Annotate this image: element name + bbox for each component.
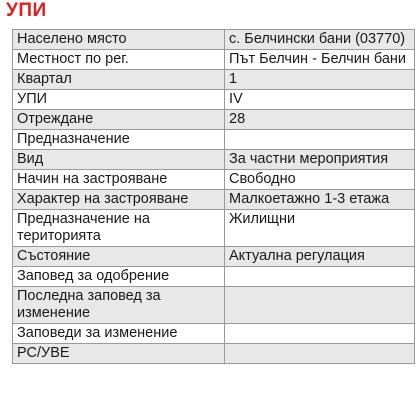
row-value xyxy=(225,267,415,287)
row-value: Малкоетажно 1-3 етажа xyxy=(225,190,415,210)
table-row-last-amendment-order xyxy=(13,287,415,324)
row-value xyxy=(225,287,415,324)
table-row-approval-order xyxy=(13,267,415,287)
row-label: Заповед за одобрение xyxy=(13,267,225,287)
row-value: За частни мероприятия xyxy=(225,150,415,170)
row-label: Състояние xyxy=(13,247,225,267)
row-label: Начин на застрояване xyxy=(13,170,225,190)
row-label: Последна заповед за изменение xyxy=(13,287,225,324)
row-label: УПИ xyxy=(13,90,225,110)
row-value: 28 xyxy=(225,110,415,130)
row-value: Свободно xyxy=(225,170,415,190)
row-value xyxy=(225,130,415,150)
table-row-locality xyxy=(13,50,415,70)
table-row-quarter xyxy=(13,70,415,90)
table-row-designation xyxy=(13,110,415,130)
table-row-status xyxy=(13,247,415,267)
section-title: УПИ xyxy=(6,0,47,21)
table-row-type xyxy=(13,150,415,170)
row-value xyxy=(225,324,415,344)
row-label: Квартал xyxy=(13,70,225,90)
row-label: Заповеди за изменение xyxy=(13,324,225,344)
row-label: Местност по рег. xyxy=(13,50,225,70)
row-value: Път Белчин - Белчин бани xyxy=(225,50,415,70)
table-row-rs-uve xyxy=(13,344,415,364)
row-label: РС/УВЕ xyxy=(13,344,225,364)
property-info-table xyxy=(12,29,415,364)
row-value: IV xyxy=(225,90,415,110)
table-row-building-method xyxy=(13,170,415,190)
table-row-building-character xyxy=(13,190,415,210)
row-value: Актуална регулация xyxy=(225,247,415,267)
table-row-upi xyxy=(13,90,415,110)
row-label: Предназначение на територията xyxy=(13,210,225,247)
row-value: с. Белчински бани (03770) xyxy=(225,30,415,50)
row-label: Характер на застрояване xyxy=(13,190,225,210)
table-row-amendment-orders xyxy=(13,324,415,344)
row-label: Населено място xyxy=(13,30,225,50)
row-value xyxy=(225,344,415,364)
table-row-purpose xyxy=(13,130,415,150)
row-label: Предназначение xyxy=(13,130,225,150)
row-value: 1 xyxy=(225,70,415,90)
row-label: Вид xyxy=(13,150,225,170)
row-value: Жилищни xyxy=(225,210,415,247)
table-row-settlement xyxy=(13,30,415,50)
table-row-territory-purpose xyxy=(13,210,415,247)
row-label: Отреждане xyxy=(13,110,225,130)
